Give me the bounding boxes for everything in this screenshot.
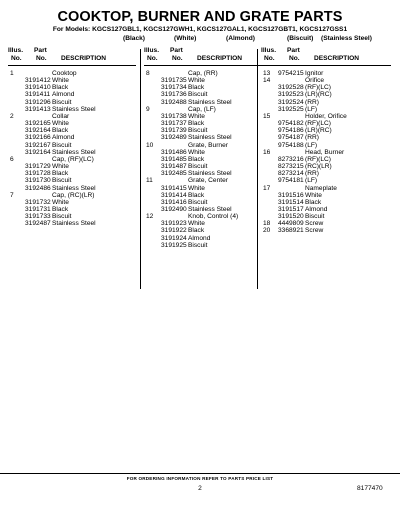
part-number: 9754181 bbox=[278, 177, 304, 185]
part-row bbox=[144, 91, 266, 98]
header-description: DESCRIPTION bbox=[61, 54, 107, 62]
part-number: 3191296 bbox=[25, 98, 51, 106]
part-row bbox=[8, 149, 136, 156]
part-row bbox=[8, 120, 136, 127]
part-description: White bbox=[52, 120, 69, 128]
part-description: Stainless Steel bbox=[52, 220, 96, 228]
illustration-number: 16 bbox=[263, 148, 271, 156]
part-description: Almond bbox=[305, 205, 328, 213]
part-row bbox=[144, 170, 266, 177]
part-description: Stainless Steel bbox=[188, 98, 232, 106]
illustration-number: 12 bbox=[146, 213, 154, 221]
part-number: 8273216 bbox=[278, 155, 304, 163]
finish-label-biscuit: (Biscuit) bbox=[287, 35, 314, 42]
part-row bbox=[144, 185, 266, 192]
part-description: Nameplate bbox=[305, 184, 337, 192]
part-description: White bbox=[52, 163, 69, 171]
part-row bbox=[8, 177, 136, 184]
part-number: 3191732 bbox=[25, 198, 51, 206]
part-row bbox=[144, 206, 266, 213]
header-description: DESCRIPTION bbox=[197, 54, 243, 62]
part-row bbox=[144, 70, 266, 77]
part-number: 3192490 bbox=[161, 205, 187, 213]
part-row bbox=[144, 77, 266, 84]
illustration-number: 15 bbox=[263, 112, 271, 120]
part-row bbox=[261, 113, 391, 120]
finish-label-white: (White) bbox=[174, 35, 197, 42]
part-row bbox=[261, 127, 391, 134]
illustration-number: 13 bbox=[263, 70, 271, 77]
part-description: White bbox=[188, 112, 205, 120]
header-part-no: No. bbox=[36, 54, 47, 62]
part-description: Head, Burner bbox=[305, 148, 345, 156]
part-row bbox=[261, 156, 391, 163]
part-row bbox=[8, 213, 136, 220]
part-description: Black bbox=[188, 227, 205, 235]
part-description: Knob, Control (4) bbox=[188, 213, 239, 221]
part-number: 3368921 bbox=[278, 227, 304, 235]
part-description: White bbox=[188, 77, 205, 85]
part-row bbox=[8, 199, 136, 206]
part-description: Almond bbox=[52, 91, 75, 99]
page-title: COOKTOP, BURNER AND GRATE PARTS bbox=[57, 9, 343, 25]
illustration-number: 11 bbox=[146, 177, 153, 185]
parts-column-3 bbox=[261, 47, 391, 235]
part-number: 9754187 bbox=[278, 134, 304, 142]
part-row bbox=[8, 91, 136, 98]
part-description: Black bbox=[52, 127, 69, 135]
part-description: White bbox=[52, 77, 69, 85]
part-description: Grate, Center bbox=[188, 177, 228, 185]
part-description: Stainless Steel bbox=[52, 184, 96, 192]
part-description: (LR)(RC) bbox=[305, 91, 332, 99]
part-number: 3191923 bbox=[161, 220, 187, 228]
part-number: 3192488 bbox=[161, 98, 187, 106]
part-row bbox=[144, 177, 266, 184]
part-number: 3191737 bbox=[161, 120, 187, 128]
part-description: Holder, Orifice bbox=[305, 112, 347, 120]
header-part: Part bbox=[34, 47, 47, 54]
part-description: Biscuit bbox=[188, 241, 208, 249]
part-number: 3191416 bbox=[161, 198, 187, 206]
part-row bbox=[261, 185, 391, 192]
part-description: Black bbox=[305, 198, 322, 206]
part-description: Almond bbox=[188, 234, 211, 242]
part-number: 3191413 bbox=[25, 105, 51, 113]
part-number: 3191735 bbox=[161, 77, 187, 85]
part-number: 3191487 bbox=[161, 163, 187, 171]
part-description: Stainless Steel bbox=[188, 170, 232, 178]
part-description: Biscuit bbox=[52, 98, 72, 106]
finish-label-black: (Black) bbox=[123, 35, 145, 42]
part-row bbox=[261, 106, 391, 113]
part-row bbox=[8, 192, 136, 199]
part-description: Black bbox=[188, 120, 205, 128]
part-number: 3191520 bbox=[278, 213, 304, 221]
parts-column-2 bbox=[144, 47, 266, 249]
illustration-number: 18 bbox=[263, 220, 271, 228]
part-row bbox=[8, 70, 136, 77]
part-description: (LF) bbox=[305, 177, 318, 185]
part-number: 3192523 bbox=[278, 91, 304, 99]
part-description: Black bbox=[188, 84, 205, 92]
part-description: Almond bbox=[52, 134, 75, 142]
parts-rows bbox=[8, 66, 136, 227]
part-number: 3192164 bbox=[25, 127, 51, 135]
part-number: 4449809 bbox=[278, 220, 304, 228]
part-description: Stainless Steel bbox=[52, 105, 96, 113]
finish-label-almond: (Almond) bbox=[226, 35, 255, 42]
part-row bbox=[261, 163, 391, 170]
illustration-number: 14 bbox=[263, 77, 271, 85]
illustration-number: 10 bbox=[146, 141, 154, 149]
part-description: Cap, (RC)(LR) bbox=[52, 191, 95, 199]
part-row bbox=[144, 106, 266, 113]
part-number: 3192528 bbox=[278, 84, 304, 92]
illustration-number: 20 bbox=[263, 227, 271, 235]
column-divider bbox=[140, 49, 141, 289]
part-row bbox=[144, 235, 266, 242]
part-description: Cap, (RR) bbox=[188, 70, 218, 77]
part-description: (RR) bbox=[305, 170, 319, 178]
header-illus: Illus. bbox=[261, 47, 277, 54]
parts-rows bbox=[261, 66, 391, 235]
part-row bbox=[144, 134, 266, 141]
part-description: White bbox=[305, 191, 322, 199]
part-description: Biscuit bbox=[52, 177, 72, 185]
part-number: 3192524 bbox=[278, 98, 304, 106]
part-row bbox=[144, 192, 266, 199]
part-number: 3191731 bbox=[25, 205, 51, 213]
part-row bbox=[8, 84, 136, 91]
part-number: 3192525 bbox=[278, 105, 304, 113]
part-description: Cap, (LF) bbox=[188, 105, 216, 113]
part-description: Orifice bbox=[305, 77, 325, 85]
part-number: 3191736 bbox=[161, 91, 187, 99]
part-description: Biscuit bbox=[188, 163, 208, 171]
part-number: 3191412 bbox=[25, 77, 51, 85]
part-row bbox=[144, 84, 266, 91]
part-number: 3192486 bbox=[25, 184, 51, 192]
column-header bbox=[144, 47, 266, 64]
part-number: 3192165 bbox=[25, 120, 51, 128]
part-number: 3192166 bbox=[25, 134, 51, 142]
part-row bbox=[8, 206, 136, 213]
parts-column-1 bbox=[8, 47, 136, 227]
part-description: Grate, Burner bbox=[188, 141, 228, 149]
part-description: (RR) bbox=[305, 98, 319, 106]
part-number: 3192487 bbox=[25, 220, 51, 228]
part-number: 3191922 bbox=[161, 227, 187, 235]
part-row bbox=[8, 127, 136, 134]
part-description: (RF)(LC) bbox=[305, 155, 332, 163]
part-number: 3191739 bbox=[161, 127, 187, 135]
illustration-number: 17 bbox=[263, 184, 271, 192]
part-description: (RR) bbox=[305, 134, 319, 142]
part-number: 8273214 bbox=[278, 170, 304, 178]
part-row bbox=[261, 170, 391, 177]
part-number: 3192167 bbox=[25, 141, 51, 149]
part-description: Biscuit bbox=[52, 213, 72, 221]
part-number: 3191925 bbox=[161, 241, 187, 249]
part-description: Black bbox=[52, 170, 69, 178]
part-number: 3191730 bbox=[25, 177, 51, 185]
part-row bbox=[144, 213, 266, 220]
illustration-number: 1 bbox=[10, 70, 14, 77]
column-header bbox=[8, 47, 136, 64]
part-row bbox=[8, 142, 136, 149]
part-row bbox=[144, 227, 266, 234]
part-row bbox=[261, 142, 391, 149]
part-number: 3191514 bbox=[278, 198, 304, 206]
parts-rows bbox=[144, 66, 266, 249]
header-part: Part bbox=[170, 47, 183, 54]
part-row bbox=[144, 242, 266, 249]
part-number: 9754215 bbox=[278, 70, 304, 77]
page-number: 2 bbox=[198, 485, 202, 492]
part-row bbox=[261, 77, 391, 84]
part-description: Screw bbox=[305, 227, 324, 235]
part-row bbox=[261, 177, 391, 184]
part-row bbox=[8, 185, 136, 192]
models-line: For Models: KGCS127GBL1, KGCS127GWH1, KGCS127GAL1, KGCS127GBT1, KGCS127GSS1 bbox=[52, 26, 348, 33]
illustration-number: 7 bbox=[10, 191, 14, 199]
part-row bbox=[144, 127, 266, 134]
part-description: Black bbox=[52, 84, 69, 92]
part-row bbox=[144, 149, 266, 156]
part-description: White bbox=[52, 198, 69, 206]
illustration-number: 9 bbox=[146, 105, 150, 113]
part-row bbox=[261, 120, 391, 127]
part-description: (RC)(LR) bbox=[305, 163, 332, 171]
part-row bbox=[261, 149, 391, 156]
part-number: 9754186 bbox=[278, 127, 304, 135]
part-row bbox=[261, 70, 391, 77]
column-divider bbox=[257, 49, 258, 289]
part-row bbox=[261, 206, 391, 213]
part-description: White bbox=[188, 184, 205, 192]
part-number: 3192164 bbox=[25, 148, 51, 156]
part-row bbox=[261, 134, 391, 141]
header-illus: Illus. bbox=[144, 47, 160, 54]
part-row bbox=[8, 77, 136, 84]
document-number: 8177470 bbox=[357, 485, 383, 492]
part-description: Biscuit bbox=[188, 127, 208, 135]
part-description: Collar bbox=[52, 112, 70, 120]
part-row bbox=[8, 99, 136, 106]
part-row bbox=[8, 106, 136, 113]
finish-label-stainless: (Stainless Steel) bbox=[321, 35, 372, 42]
part-description: Ignitor bbox=[305, 70, 324, 77]
part-description: White bbox=[188, 148, 205, 156]
illustration-number: 2 bbox=[10, 112, 14, 120]
part-description: Black bbox=[52, 205, 69, 213]
part-description: Screw bbox=[305, 220, 324, 228]
header-part-no: No. bbox=[289, 54, 300, 62]
part-number: 9754188 bbox=[278, 141, 304, 149]
footer-rule bbox=[0, 473, 400, 474]
part-row bbox=[261, 213, 391, 220]
part-row bbox=[261, 199, 391, 206]
header-part: Part bbox=[287, 47, 300, 54]
part-number: 3191486 bbox=[161, 148, 187, 156]
illustration-number: 8 bbox=[146, 70, 150, 77]
part-row bbox=[144, 120, 266, 127]
part-description: White bbox=[188, 220, 205, 228]
header-illus: Illus. bbox=[8, 47, 24, 54]
part-number: 3191485 bbox=[161, 155, 187, 163]
header-illus-no: No. bbox=[264, 54, 275, 62]
part-row bbox=[8, 113, 136, 120]
part-number: 3191729 bbox=[25, 163, 51, 171]
part-row bbox=[261, 220, 391, 227]
part-row bbox=[144, 220, 266, 227]
header-illus-no: No. bbox=[11, 54, 22, 62]
part-row bbox=[144, 142, 266, 149]
part-description: Stainless Steel bbox=[188, 134, 232, 142]
part-row bbox=[8, 163, 136, 170]
part-number: 8273215 bbox=[278, 163, 304, 171]
part-description: (LF) bbox=[305, 105, 318, 113]
part-number: 3192485 bbox=[161, 170, 187, 178]
part-description: (LF) bbox=[305, 141, 318, 149]
header-illus-no: No. bbox=[147, 54, 158, 62]
part-number: 3191516 bbox=[278, 191, 304, 199]
part-row bbox=[261, 84, 391, 91]
part-number: 3191414 bbox=[161, 191, 187, 199]
part-description: Stainless Steel bbox=[52, 148, 96, 156]
part-row bbox=[8, 220, 136, 227]
part-number: 3191415 bbox=[161, 184, 187, 192]
part-row bbox=[261, 192, 391, 199]
part-row bbox=[8, 170, 136, 177]
part-row bbox=[8, 134, 136, 141]
part-number: 3191733 bbox=[25, 213, 51, 221]
part-number: 3192489 bbox=[161, 134, 187, 142]
part-description: Biscuit bbox=[188, 198, 208, 206]
part-row bbox=[144, 113, 266, 120]
part-row bbox=[8, 156, 136, 163]
part-row bbox=[261, 91, 391, 98]
part-description: (RF)(LC) bbox=[305, 120, 332, 128]
part-row bbox=[144, 199, 266, 206]
part-number: 9754182 bbox=[278, 120, 304, 128]
header-description: DESCRIPTION bbox=[314, 54, 360, 62]
illustration-number: 6 bbox=[10, 155, 14, 163]
part-number: 3191728 bbox=[25, 170, 51, 178]
part-row bbox=[261, 99, 391, 106]
part-number: 3191734 bbox=[161, 84, 187, 92]
part-description: Biscuit bbox=[305, 213, 325, 221]
part-description: Biscuit bbox=[52, 141, 72, 149]
part-row bbox=[261, 227, 391, 234]
part-description: Black bbox=[188, 155, 205, 163]
part-description: (RF)(LC) bbox=[305, 84, 332, 92]
part-row bbox=[144, 99, 266, 106]
part-description: Black bbox=[188, 191, 205, 199]
part-description: Cap, (RF)(LC) bbox=[52, 155, 94, 163]
part-description: (LR)(RC) bbox=[305, 127, 332, 135]
part-number: 3191411 bbox=[25, 91, 51, 99]
part-number: 3191517 bbox=[278, 205, 304, 213]
part-number: 3191410 bbox=[25, 84, 51, 92]
part-description: Biscuit bbox=[188, 91, 208, 99]
part-number: 3191924 bbox=[161, 234, 187, 242]
part-description: Stainless Steel bbox=[188, 205, 232, 213]
column-header bbox=[261, 47, 391, 64]
part-number: 3191738 bbox=[161, 112, 187, 120]
part-row bbox=[144, 156, 266, 163]
part-description: Cooktop bbox=[52, 70, 77, 77]
part-row bbox=[144, 163, 266, 170]
ordering-note: FOR ORDERING INFORMATION REFER TO PARTS PRICE LIST bbox=[126, 476, 274, 481]
header-part-no: No. bbox=[172, 54, 183, 62]
